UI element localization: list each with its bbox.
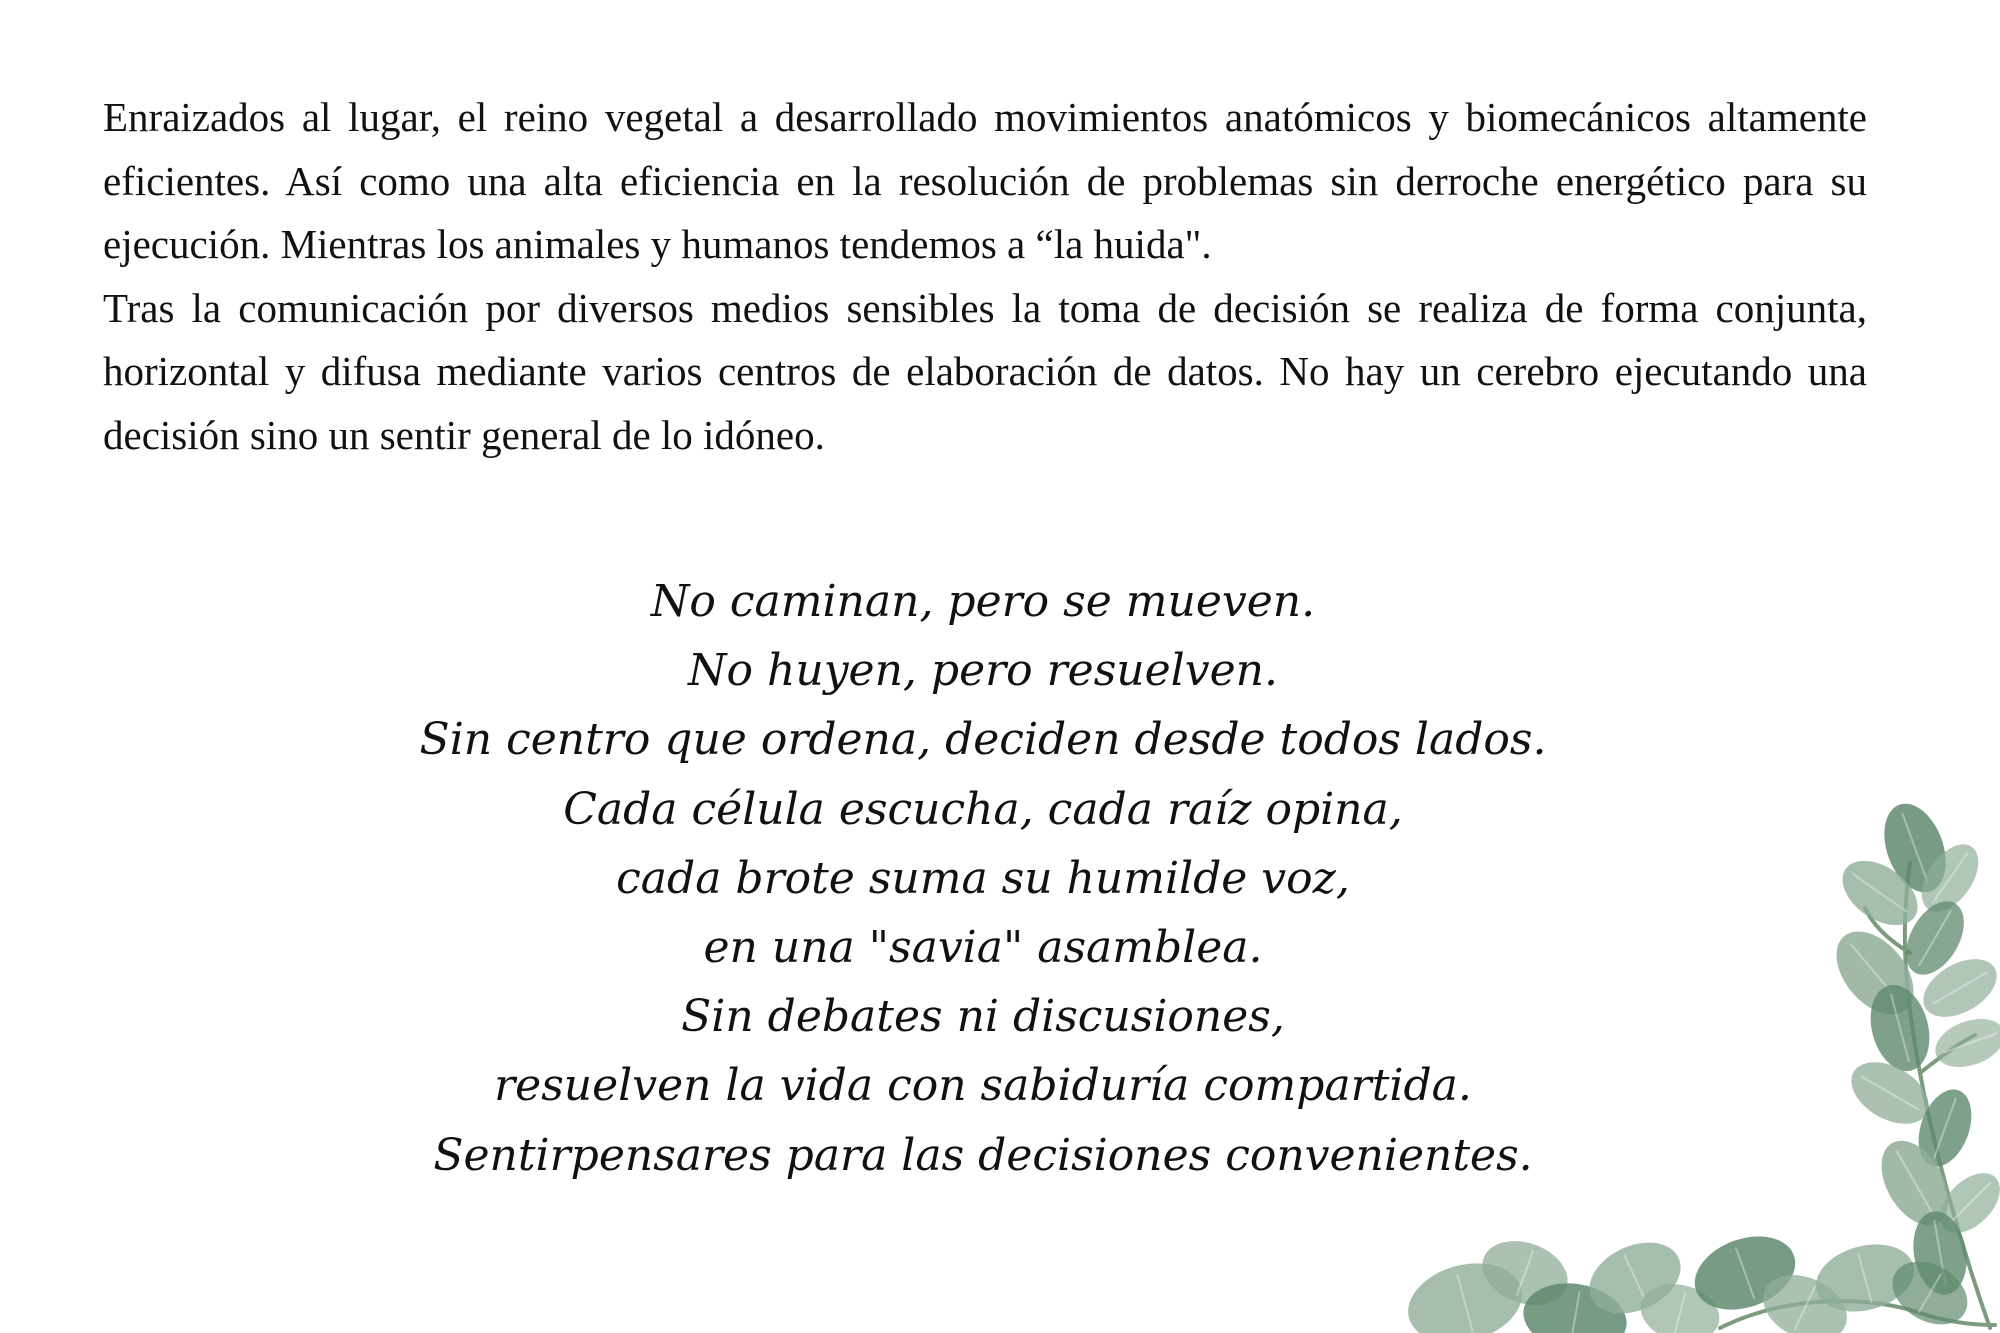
poem-line: Sin debates ni discusiones, — [681, 991, 1285, 1043]
poem-line: Sin centro que ordena, deciden desde todos lados. — [419, 714, 1547, 766]
eucalyptus-leaf — [1929, 1010, 2000, 1076]
poem-line: No huyen, pero resuelven. — [688, 645, 1278, 697]
poem-line: No caminan, pero se mueven. — [650, 576, 1316, 627]
eucalyptus-branch-decoration — [1360, 773, 2000, 1333]
poem-line: cada brote suma su humilde voz, — [616, 852, 1350, 904]
poem-line: en una "savia" asamblea. — [703, 922, 1263, 974]
poem-line: resuelven la vida con sabiduría compartida. — [494, 1060, 1472, 1112]
paragraph-2: Tras la comunicación por diversos medios sensibles la toma de decisión se realiza de forma conjunta, horizontal y difusa mediante varios centros de elaboración de datos. No hay un cerebro ejecutando una decisión sino un sentir general de lo idóneo. — [103, 284, 1867, 458]
prose-block — [103, 86, 1867, 467]
poem-line: Cada célula escucha, cada raíz opina, — [563, 783, 1403, 835]
poem-line: Sentirpensares para las decisiones convenientes. — [433, 1129, 1533, 1181]
paragraph-1: Enraizados al lugar, el reino vegetal a desarrollado movimientos anatómicos y biomecánicos altamente eficientes. Así como una alta eficiencia en la resolución de problemas sin derroche energético para su ejecución. Mientras los animales y humanos tendemos a “la huida". — [103, 94, 1867, 267]
